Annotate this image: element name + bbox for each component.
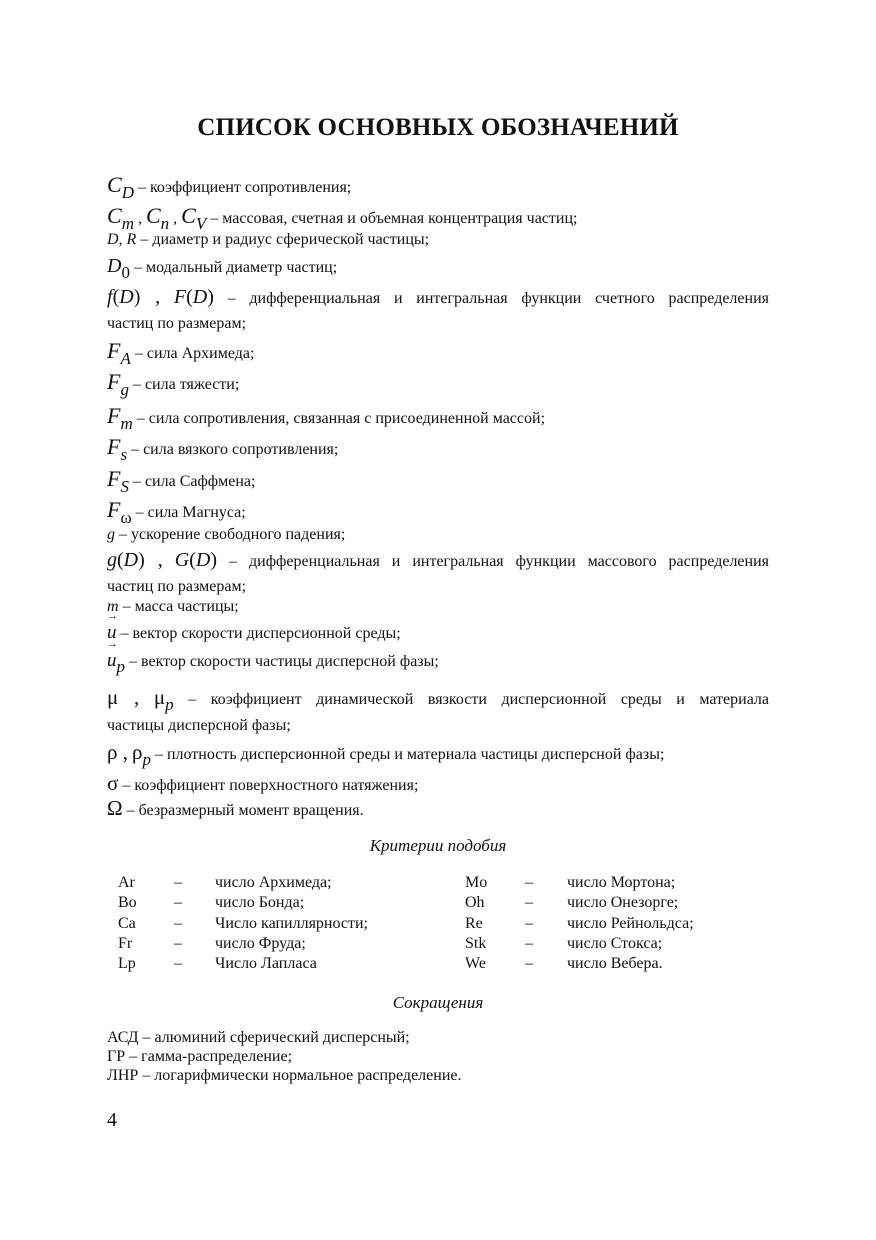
symbol-fomega: $F_\omega$ [107,497,132,527]
crit-text: число Вебера. [567,955,663,972]
notation-fd-cont: частиц по размерам; [107,315,247,332]
symbol-mu: μ , [107,685,140,709]
crit-abbr: Ar [118,874,135,891]
notation-omega [107,796,769,821]
notation-text: – ускорение свободного падения; [119,526,346,543]
notation-g [107,526,769,544]
symbol-rho: ρ , [107,740,128,764]
symbol-gd: g [107,549,117,571]
symbol-g: g [107,526,115,543]
crit-abbr: Bo [118,894,137,911]
notation-gd: g(D) , G(D) – дифференциальная и интегральная функции массового распределения [107,549,770,571]
symbol-fm: $F_m$ [107,403,133,433]
notation-text: – сила тяжести; [132,376,240,393]
crit-abbr: Lp [118,955,136,972]
symbol-fS: $F_S$ [107,466,129,496]
symbol-m: m [107,598,119,615]
symbol-fg: $F_g$ [107,369,129,399]
notation-fo [107,497,769,527]
notation-text: – диаметр и радиус сферической частицы; [140,231,430,248]
crit-text: число Стокса; [567,935,663,952]
crit-abbr: Re [465,915,483,932]
crit-dash: – [525,894,533,911]
notation-gd-cont: частиц по размерам; [107,578,247,595]
symbol-cd: $C_D$ [107,172,134,202]
crit-dash: – [174,935,182,952]
page-title: СПИСОК ОСНОВНЫХ ОБОЗНАЧЕНИЙ [197,114,679,141]
abbreviation-item: АСД – алюминий сферический дисперсный; [107,1029,410,1046]
crit-abbr: Stk [465,935,487,952]
symbol-up-vector: → u [107,650,117,672]
crit-text: число Фруда; [215,935,306,952]
crit-abbr: Oh [465,894,485,911]
notation-fg [107,369,769,399]
symbol-u-vector: → u [107,622,117,644]
notation-m [107,598,769,616]
crit-abbr: Fr [118,935,133,952]
notation-sigma [107,771,769,796]
crit-dash: – [174,955,182,972]
notation-text: – коэффициент динамической вязкости дисперсионной среды и материала [188,691,770,708]
notation-text: – сила сопротивления, связанная с присоединенной массой; [136,410,546,427]
symbol-cm-cn-cv: $C_m$ [107,203,134,233]
notation-text: – массовая, счетная и объемная концентрация частиц; [210,210,578,227]
crit-dash: – [525,955,533,972]
symbol-omega: Ω [107,796,123,820]
crit-dash: – [174,874,182,891]
notation-fa [107,338,769,368]
notation-mu-cont: частицы дисперсной фазы; [107,717,291,734]
crit-text: число Архимеда; [215,874,332,891]
symbol-fd: f [107,286,113,308]
crit-dash: – [525,915,533,932]
notation-fs [107,434,769,464]
crit-text: число Онезорге; [567,894,679,911]
notation-text: – сила вязкого сопротивления; [131,441,339,458]
notation-text: – модальный диаметр частиц; [133,259,338,276]
notation-text: – вектор скорости дисперсионной среды; [120,625,401,642]
symbol-d0: $D_0$ [107,255,130,282]
abbreviations-heading: Сокращения [392,993,484,1012]
criteria-heading: Критерии подобия [369,836,507,855]
notation-dr [107,231,769,249]
notation-text: – дифференциальная и интегральная функции счетного распределения [227,290,769,307]
crit-dash: – [525,935,533,952]
crit-abbr: We [465,955,486,972]
notation-up: → $u_p$ – вектор скорости частицы дисперсной фазы; [107,650,769,672]
page-number: 4 [107,1109,117,1131]
crit-text: Число капиллярности; [215,915,368,932]
crit-text: Число Лапласа [215,955,317,972]
notation-text: – масса частицы; [122,598,239,615]
crit-text: число Бонда; [215,894,305,911]
crit-dash: – [174,915,182,932]
crit-abbr: Ca [118,915,136,932]
crit-abbr: Mo [465,874,488,891]
notation-u [107,622,769,644]
notation-fm [107,403,769,433]
symbol-sigma: σ [107,771,119,795]
notation-mu: μ , $\mu_p$ – коэффициент динамической вязкости дисперсионной среды и материала [107,685,770,714]
crit-text: число Мортона; [567,874,676,891]
crit-dash: – [525,874,533,891]
notation-text: – сила Саффмена; [132,473,256,490]
abbreviation-item: ГР – гамма-распределение; [107,1048,293,1065]
crit-dash: – [174,894,182,911]
notation-text: – безразмерный момент вращения. [126,802,364,819]
notation-text: – коэффициент поверхностного натяжения; [122,777,419,794]
notation-fS [107,466,769,496]
notation-d0 [107,255,769,282]
notation-text: – вектор скорости частицы дисперсной фазы; [129,653,439,670]
notation-rho: ρ , $\rho_p$ – плотность дисперсионной среды и материала частицы дисперсной фазы; [107,740,665,769]
notation-fd: f(D) , F(D) – дифференциальная и интегральная функции счетного распределения [107,286,769,308]
symbol-fa: $F_A$ [107,338,131,368]
crit-text: число Рейнольдса; [567,915,694,932]
notation-text: – коэффициент сопротивления; [137,179,352,196]
notation-cd [107,172,769,202]
notation-text: – сила Архимеда; [134,345,255,362]
notation-text: – дифференциальная и интегральная функции массового распределения [229,553,770,570]
symbol-fs: $F_s$ [107,434,128,464]
notation-text: – плотность дисперсионной среды и материала частицы дисперсной фазы; [154,746,665,763]
symbol-dr: D, R [107,231,137,248]
notation-concentration: $C_m$ , $C_n$ , $C_V$ – массовая, счетная и объемная концентрация частиц; [107,203,578,233]
abbreviation-item: ЛНР – логарифмически нормальное распределение. [107,1067,462,1084]
notation-text: – сила Магнуса; [135,504,246,521]
